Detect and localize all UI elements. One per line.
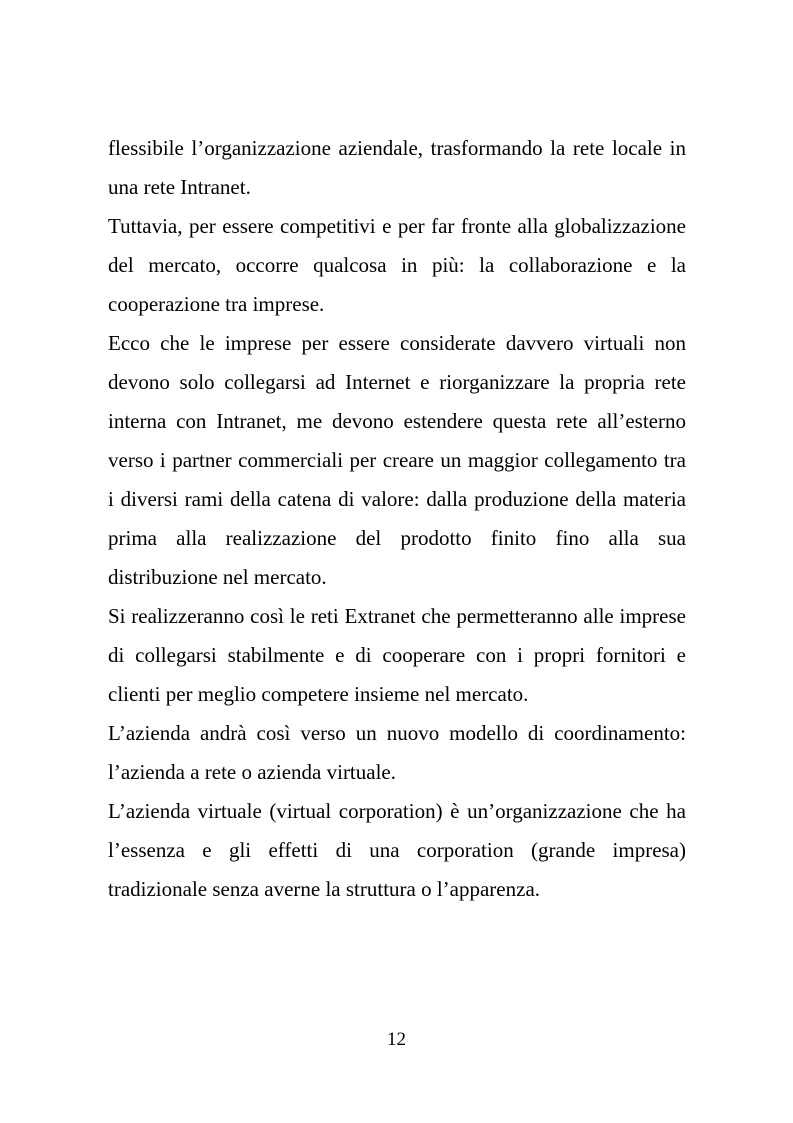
paragraph: Tuttavia, per essere competitivi e per far fronte alla globalizzazione del mercato, occorre qualcosa in più: la collaborazione e la cooperazione tra imprese. xyxy=(108,214,686,316)
paragraph: Si realizzeranno così le reti Extranet che permetteranno alle imprese di collegarsi stabilmente e di cooperare con i propri fornitori e clienti per meglio competere insieme nel mercato. xyxy=(108,604,686,706)
page-number: 12 xyxy=(387,1029,406,1050)
paragraph: L’azienda virtuale (virtual corporation) è un’organizzazione che ha l’essenza e gli effetti di una corporation (grande impresa) tradizionale senza averne la struttura o l’apparenza. xyxy=(108,799,686,901)
paragraph: Ecco che le imprese per essere considerate davvero virtuali non devono solo collegarsi ad Internet e riorganizzare la propria rete interna con Intranet, me devono estendere questa rete all’esterno verso i partner commerciali per creare un maggior collegamento tra i diversi rami della catena di valore: dalla produzione della materia prima alla realizzazione del prodotto finito fino alla sua distribuzione nel mercato. xyxy=(108,331,686,589)
paragraph: L’azienda andrà così verso un nuovo modello di coordinamento: l’azienda a rete o azienda virtuale. xyxy=(108,721,686,784)
paragraph: flessibile l’organizzazione aziendale, trasformando la rete locale in una rete Intranet. xyxy=(108,136,686,199)
document-body xyxy=(108,129,686,909)
